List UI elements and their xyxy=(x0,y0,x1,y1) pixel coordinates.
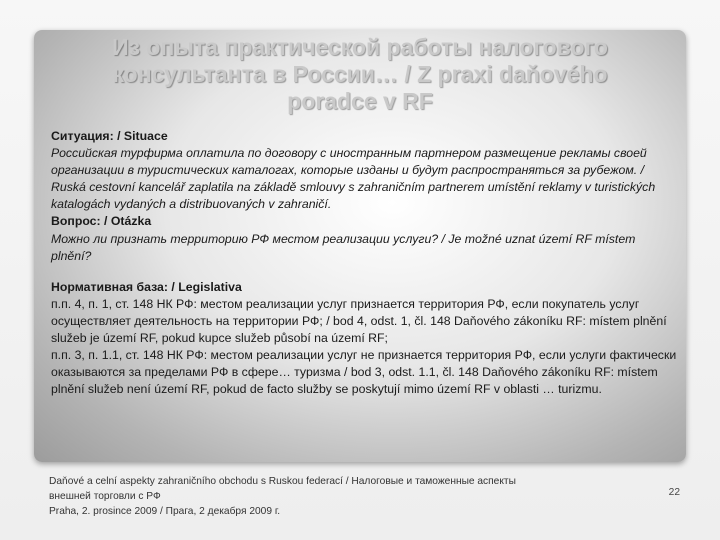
situation-heading: Ситуация: / Situace xyxy=(51,129,168,143)
slide-title xyxy=(40,34,680,115)
legislation-heading: Нормативная база: / Legislativa xyxy=(51,279,242,294)
page-number: 22 xyxy=(668,487,680,498)
footer-line-1: Daňové a celní aspekty zahraničního obchodu s Ruskou federací / Налоговые и таможенные аспекты xyxy=(49,476,516,487)
slide-body xyxy=(51,128,679,398)
spacer xyxy=(51,265,679,279)
footer-line-2: внешней торговли с РФ xyxy=(49,491,161,502)
situation-text: Российская турфирма оплатила по договору с иностранным партнером размещение рекламы своей организации в туристических каталогах, которые изданы и будут распространяться за рубежом. / Ruská cestovní kancelář zaplatila na základě smlouvy s zahraničním partnerem umístění reklamy v turistických katalogách vydaných a distribuovaných v zahraničí. xyxy=(51,146,656,212)
legislation-item-1: п.п. 4, п. 1, ст. 148 НК РФ: местом реализации услуг признается территория РФ, если покупатель услуг осуществляет деятельность на территории РФ; / bod 4, odst. 1, čl. 148 Daňového zákoníku RF: místem plnění služeb je území RF, pokud kupce služeb působí na území RF; xyxy=(51,296,667,346)
slide-footer xyxy=(49,474,629,519)
question-heading: Вопрос: / Otázka xyxy=(51,214,152,229)
footer-line-3: Praha, 2. prosince 2009 / Прага, 2 декабря 2009 г. xyxy=(49,506,281,517)
title-line-2: консультанта в России… / Z praxi daňového xyxy=(112,61,608,87)
legislation-item-2: п.п. 3, п. 1.1, ст. 148 НК РФ: местом реализации услуг не признается территория РФ, если услуги фактически оказываются за пределами РФ в сфере… туризма / bod 3, odst. 1.1, čl. 148 Daňového zákoníku RF: místem plnění služeb není území RF, pokud de facto služby se poskytují mimo území RF v oblasti … turizmu. xyxy=(51,348,677,397)
question-text: Можно ли признать территорию РФ местом реализации услуги? / Je možné uznat území RF místem plnění? xyxy=(51,231,636,263)
title-line-1: Из опыта практической работы налогового xyxy=(112,34,608,60)
title-line-3: poradce v RF xyxy=(287,88,433,114)
